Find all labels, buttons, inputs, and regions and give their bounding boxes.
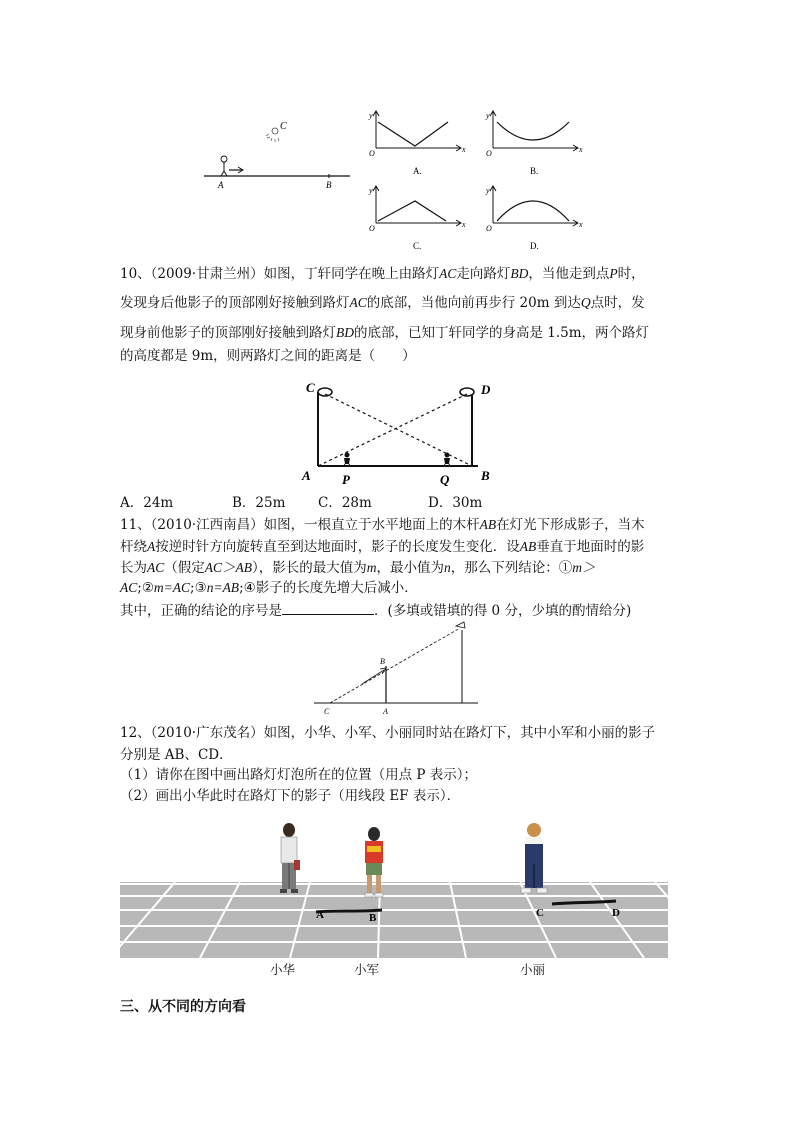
q10-person-q-icon: [444, 453, 450, 467]
q11-answer-blank[interactable]: [282, 602, 374, 615]
q9-label-a: A: [218, 180, 224, 190]
svg-text:O: O: [486, 149, 492, 158]
q12-name-xiaoli: 小丽: [520, 962, 546, 977]
svg-text:y: y: [486, 186, 490, 195]
q10-option-a: A．24m: [120, 495, 174, 511]
svg-text:O: O: [369, 224, 375, 233]
q10-option-c: C．28m: [318, 495, 372, 511]
svg-text:Q: Q: [440, 472, 450, 487]
svg-text:x: x: [579, 145, 583, 154]
q9-label-b: B: [326, 180, 332, 190]
svg-text:A: A: [383, 707, 388, 716]
q9-graph-a: [368, 108, 468, 180]
svg-text:D: D: [481, 382, 491, 397]
q10-person-p-icon: [344, 453, 350, 467]
q10-option-b: B．25m: [232, 495, 286, 511]
q9-label-c: C: [280, 121, 287, 132]
q9-caption-a: A.: [413, 166, 422, 176]
svg-text:C: C: [324, 707, 330, 716]
svg-text:A: A: [302, 468, 311, 483]
q9-caption-c: C.: [413, 241, 422, 251]
q9-graph-d: [485, 183, 585, 255]
svg-text:C: C: [536, 907, 544, 919]
svg-text:O: O: [369, 149, 375, 158]
svg-text:y: y: [486, 111, 490, 120]
svg-text:y: y: [369, 186, 373, 195]
q9-caption-d: D.: [530, 241, 539, 251]
svg-text:C: C: [306, 380, 315, 395]
svg-text:x: x: [462, 145, 466, 154]
svg-text:O: O: [486, 224, 492, 233]
svg-text:x: x: [462, 220, 466, 229]
q10-line-3: 现身前他影子的顶部刚好接触到路灯BD的底部，已知丁轩同学的身高是 1.5m，两个路灯: [120, 325, 650, 341]
q12-line-1: 12、（2010·广东茂名）如图，小华、小军、小丽同时站在路灯下，其中小军和小丽的影子: [120, 725, 656, 741]
q10-line-2: 发现身后他影子的顶部刚好接触到路灯AC的底部，当他向前再步行 20m 到达Q点时，发: [120, 295, 645, 311]
q10-lamp-figure: [300, 378, 500, 490]
q11-line-1: 11、（2010·江西南昌）如图，一根直立于水平地面上的木杆AB在灯光下形成影子，当木: [120, 517, 645, 533]
q12-item-2: （2）画出小华此时在路灯下的影子（用线段 EF 表示）．: [120, 788, 461, 804]
q9-caption-b: B.: [530, 166, 539, 176]
svg-text:B: B: [481, 468, 490, 483]
q11-line-2: 杆绕A按逆时针方向旋转直至到达地面时，影子的长度发生变化．设AB垂直于地面时的影: [120, 539, 645, 555]
section-heading-3: 三、从不同的方向看: [120, 999, 246, 1015]
svg-text:D: D: [612, 907, 620, 919]
q10-line-1: 10、（2009·甘肃兰州）如图，丁轩同学在晚上由路灯AC走向路灯BD，当他走到点P时，: [120, 266, 645, 282]
q9-graph-c: [368, 183, 468, 255]
svg-text:P: P: [342, 472, 350, 487]
svg-text:y: y: [369, 111, 373, 120]
q11-rod-figure: [312, 618, 482, 718]
q9-graph-b: [485, 108, 585, 180]
q11-line-3: 长为AC（假定AC＞AB），影长的最大值为m，最小值为n，那么下列结论：①m＞: [120, 560, 596, 576]
q11-line-5: 其中，正确的结论的序号是 ．(多填或错填的得 0 分，少填的酌情给分): [120, 603, 632, 619]
q11-line-4: AC;②m=AC;③n=AB;④影子的长度先增大后减小．: [120, 580, 418, 596]
q12-item-1: （1）请你在图中画出路灯灯泡所在的位置（用点 P 表示）；: [120, 767, 478, 783]
q12-street-figure: [120, 812, 668, 958]
q12-name-xiaojun: 小军: [354, 962, 380, 977]
q9-walk-figure: [196, 112, 356, 192]
q10-line-4: 的高度都是 9m，则两路灯之间的距离是（ ）: [120, 348, 416, 364]
q10-option-d: D．30m: [428, 495, 483, 511]
svg-text:B: B: [380, 657, 385, 666]
svg-text:A: A: [316, 909, 324, 921]
q12-line-2: 分别是 AB、CD．: [120, 747, 233, 763]
svg-text:x: x: [579, 220, 583, 229]
q12-name-xiaohua: 小华: [270, 962, 296, 977]
svg-text:B: B: [369, 912, 377, 924]
